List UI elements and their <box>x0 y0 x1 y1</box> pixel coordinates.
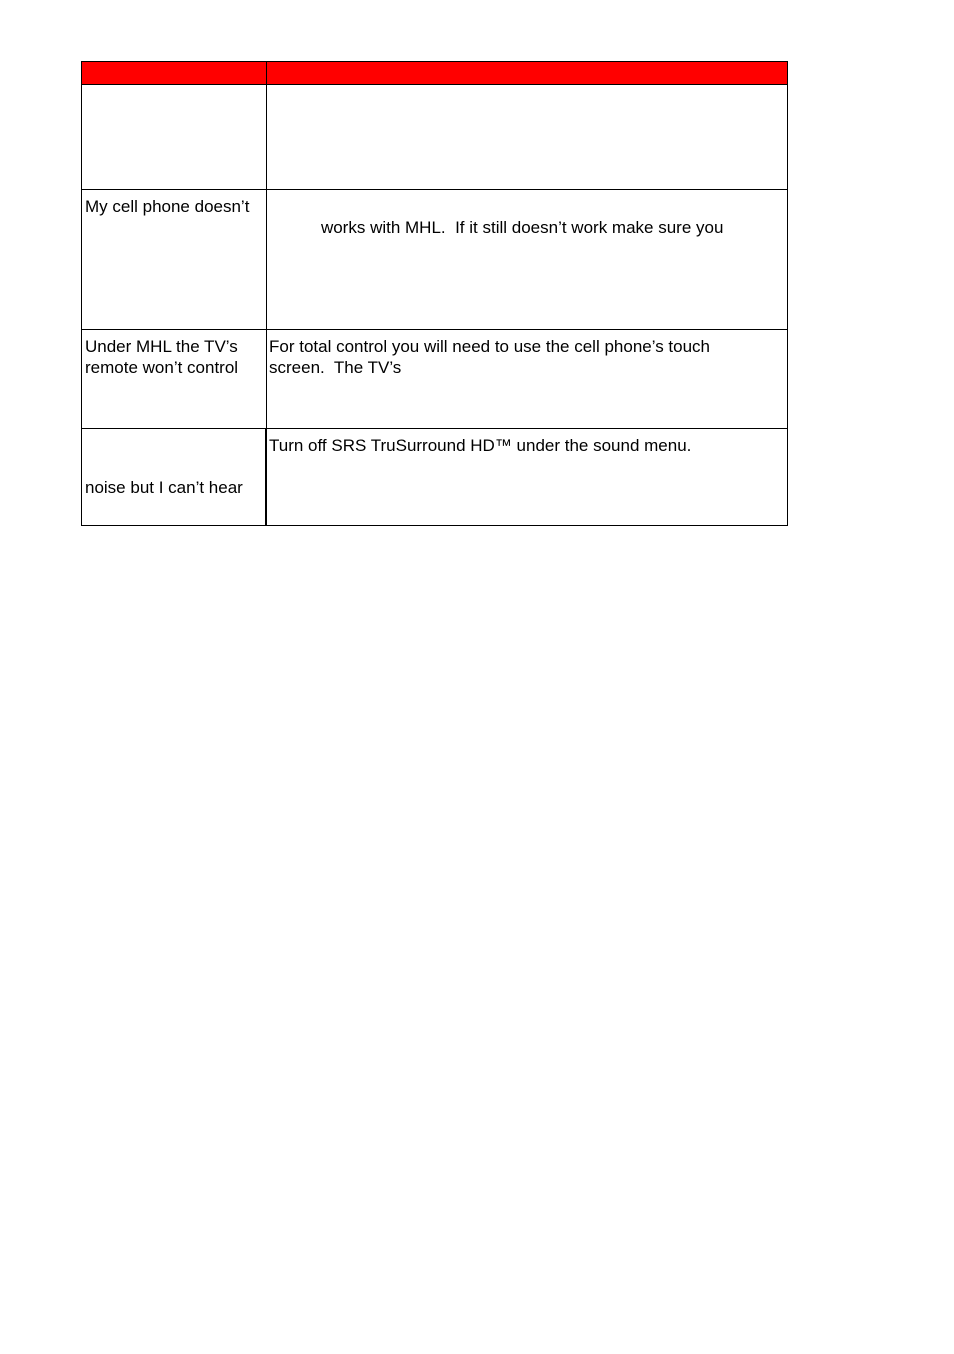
table-header-row <box>82 62 787 84</box>
column-divider <box>265 429 267 525</box>
column-divider <box>266 62 267 84</box>
column-divider <box>266 190 267 329</box>
solution-cell: works with MHL. If it still doesn’t work make sure you <box>269 218 724 237</box>
solution-cell: For total control you will need to use the cell phone’s touch screen. The TV’s <box>269 337 711 377</box>
solution-cell: Turn off SRS TruSurround HD™ under the sound menu. <box>269 436 692 455</box>
troubleshooting-table <box>81 61 788 526</box>
table-row <box>82 428 787 525</box>
table-row <box>82 329 787 428</box>
problem-cell: Under MHL the TV’s remote won’t control <box>85 337 239 377</box>
column-divider <box>266 330 267 428</box>
problem-cell: My cell phone doesn’t <box>85 197 250 216</box>
column-divider <box>266 85 267 189</box>
table-row <box>82 84 787 189</box>
problem-cell: noise but I can’t hear <box>85 478 243 497</box>
table-row <box>82 189 787 329</box>
